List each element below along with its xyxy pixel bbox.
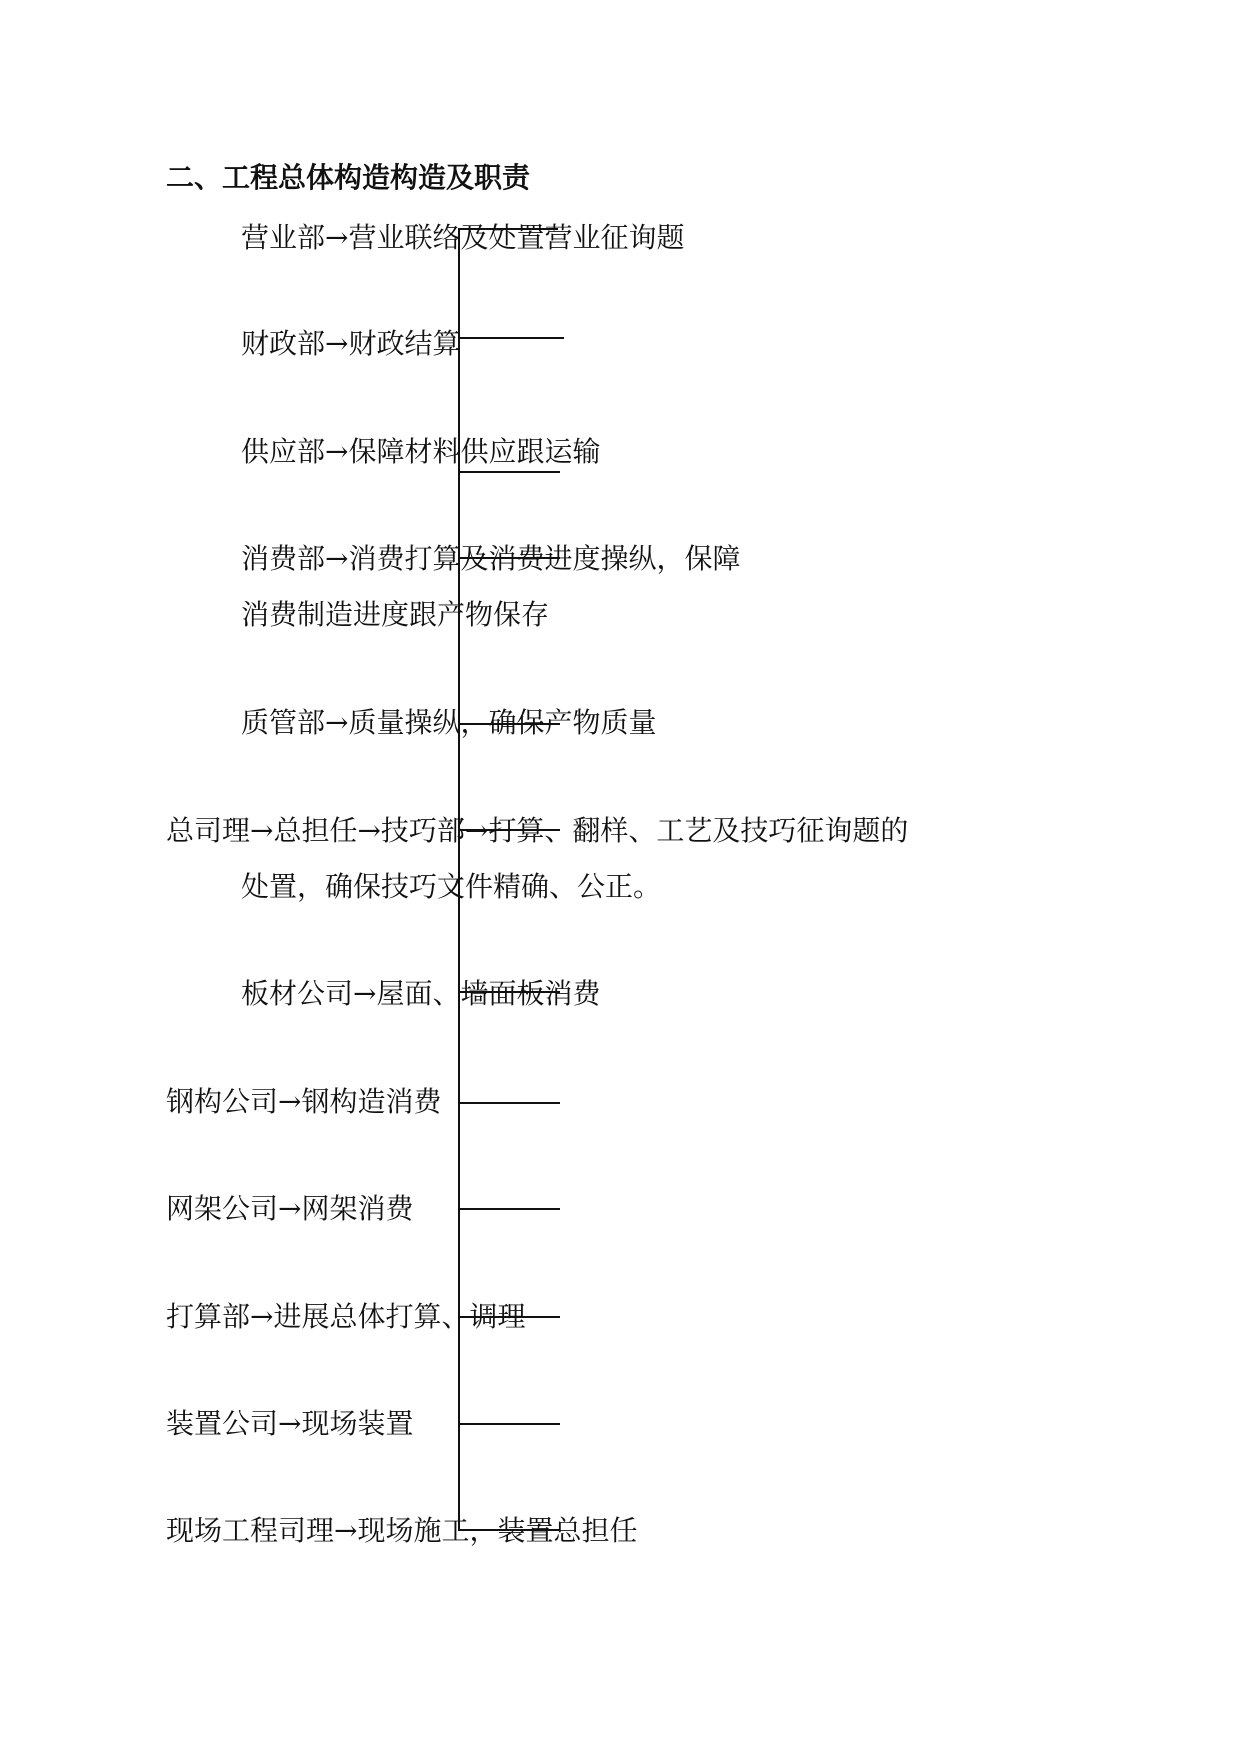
connector-steel — [458, 1102, 560, 1104]
org-vertical-line-lower — [458, 1395, 460, 1530]
item-install: 装置公司→现场装置 — [166, 1407, 414, 1440]
item-production-line2: 消费制造进度跟产物保存 — [241, 598, 550, 631]
item-steel: 钢构公司→钢构造消费 — [166, 1085, 442, 1118]
item-planning: 打算部→进展总体打算、调理 — [166, 1300, 526, 1333]
connector-install — [458, 1423, 560, 1425]
item-board: 板材公司→屋面、墙面板消费 — [241, 977, 601, 1010]
item-sales: 营业部→营业联络及处置营业征询题 — [241, 221, 685, 254]
item-grid: 网架公司→网架消费 — [166, 1192, 414, 1225]
item-quality: 质管部→质量操纵，确保产物质量 — [241, 706, 657, 739]
item-finance: 财政部→财政结算 — [241, 327, 461, 360]
connector-finance — [458, 337, 564, 339]
connector-grid — [458, 1208, 560, 1210]
item-production-line1: 消费部→消费打算及消费进度操纵，保障 — [241, 542, 741, 575]
item-supply: 供应部→保障材料供应跟运输 — [241, 435, 601, 468]
section-heading: 二、工程总体构造构造及职责 — [166, 161, 531, 194]
connector-supply — [458, 471, 560, 473]
item-root-line2: 处置，确保技巧文件精确、公正。 — [241, 870, 662, 903]
item-site: 现场工程司理→现场施工，装置总担任 — [166, 1514, 638, 1547]
item-root-line1: 总司理→总担任→技巧部→打算、翻样、工艺及技巧征询题的 — [166, 814, 909, 847]
